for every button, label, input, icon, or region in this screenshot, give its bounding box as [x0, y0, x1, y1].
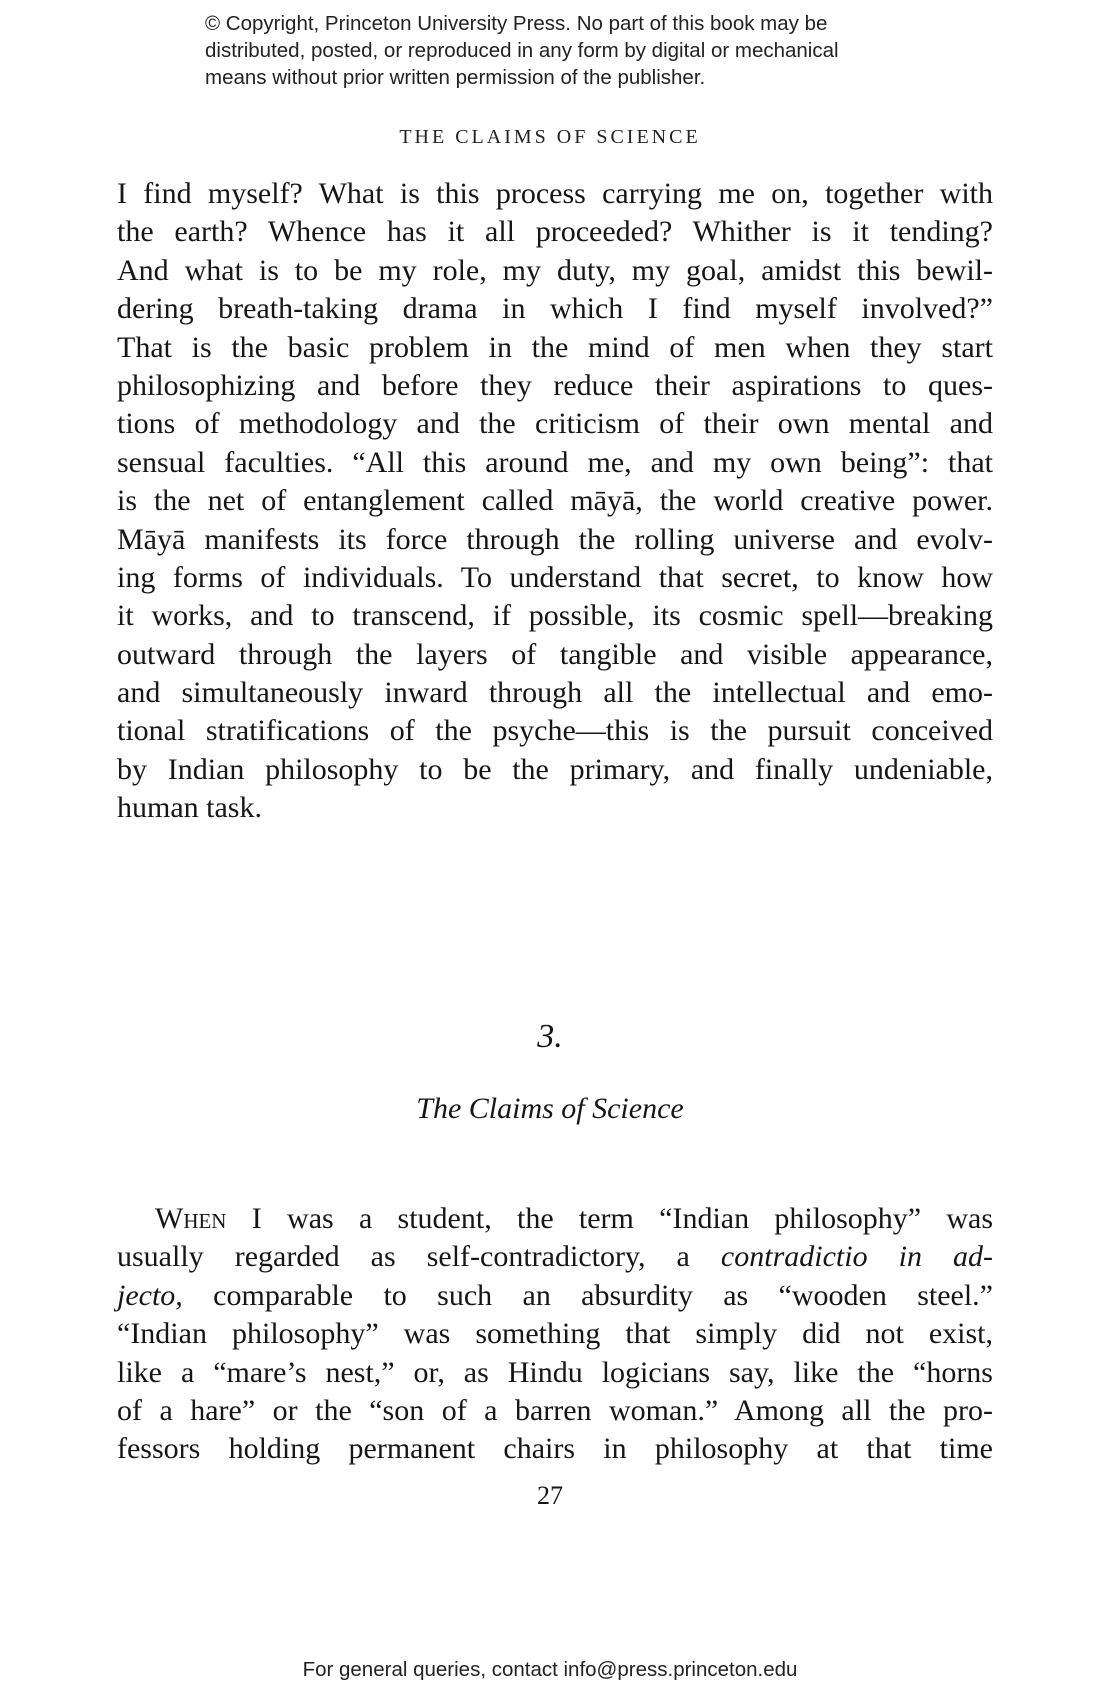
text-line: sensual faculties. “All this around me, and my own being”: that: [117, 445, 993, 479]
text-line: human task.: [117, 791, 262, 825]
text-line: tional stratifications of the psyche—this is the pursuit conceived: [117, 714, 993, 748]
text-line: Māyā manifests its force through the rolling universe and evolv-: [117, 522, 993, 556]
page-number: 27: [537, 1481, 563, 1510]
text-line: like a “mare’s nest,” or, as Hindu logicians say, like the “horns: [117, 1355, 993, 1389]
text-line: fessors holding permanent chairs in philosophy at that time: [117, 1432, 993, 1466]
footer-contact: For general queries, contact info@press.princeton.edu: [302, 1658, 798, 1681]
text-line: by Indian philosophy to be the primary, and finally undeniable,: [117, 752, 993, 786]
text-line: dering breath-taking drama in which I find myself involved?”: [117, 292, 993, 326]
text-line: tions of methodology and the criticism of their own mental and: [117, 407, 993, 441]
opening-smallcaps-word: When: [155, 1202, 227, 1235]
text-run: comparable to such an absurdity as “wooden steel.”: [182, 1278, 993, 1312]
text-line: and simultaneously inward through all the intellectual and emo-: [117, 676, 993, 710]
chapter-number: 3.: [537, 1018, 563, 1055]
text-line: the earth? Whence has it all proceeded? Whither is it tending?: [117, 215, 993, 249]
text-line: of a hare” or the “son of a barren woman.” Among all the pro-: [117, 1393, 993, 1427]
chapter-title: The Claims of Science: [416, 1092, 684, 1125]
text-line: [117, 1200, 993, 1238]
text-line: is the net of entanglement called māyā, the world creative power.: [117, 484, 993, 518]
italic-phrase: contradictio in ad-: [720, 1240, 993, 1274]
text-line: [117, 1238, 993, 1276]
copyright-notice-line: means without prior written permission of the publisher.: [205, 66, 706, 89]
text-line: [117, 1277, 993, 1315]
copyright-notice-line: distributed, posted, or reproduced in any form by digital or mechanical: [205, 39, 839, 62]
text-line: “Indian philosophy” was something that simply did not exist,: [117, 1317, 993, 1351]
copyright-notice-line: © Copyright, Princeton University Press. No part of this book may be: [205, 12, 828, 35]
text-line: That is the basic problem in the mind of men when they start: [117, 330, 993, 364]
text-line: it works, and to transcend, if possible, its cosmic spell—breaking: [117, 599, 993, 633]
paragraph-continued: [117, 175, 993, 828]
text-run: I was a student, the term “Indian philosophy” was: [226, 1202, 993, 1235]
text-line: ing forms of individuals. To understand that secret, to know how: [117, 560, 993, 594]
paragraph-opening: [117, 1200, 993, 1469]
text-line: And what is to be my role, my duty, my goal, amidst this bewil-: [117, 253, 993, 287]
running-head: THE CLAIMS OF SCIENCE: [399, 126, 701, 148]
italic-phrase: jecto,: [117, 1278, 183, 1312]
text-run: usually regarded as self-contradictory, a: [117, 1240, 721, 1274]
copyright-notice: [205, 10, 965, 91]
text-line: I find myself? What is this process carrying me on, together with: [117, 177, 993, 210]
text-line: outward through the layers of tangible and visible appearance,: [117, 637, 993, 671]
text-line: philosophizing and before they reduce their aspirations to ques-: [117, 368, 993, 402]
